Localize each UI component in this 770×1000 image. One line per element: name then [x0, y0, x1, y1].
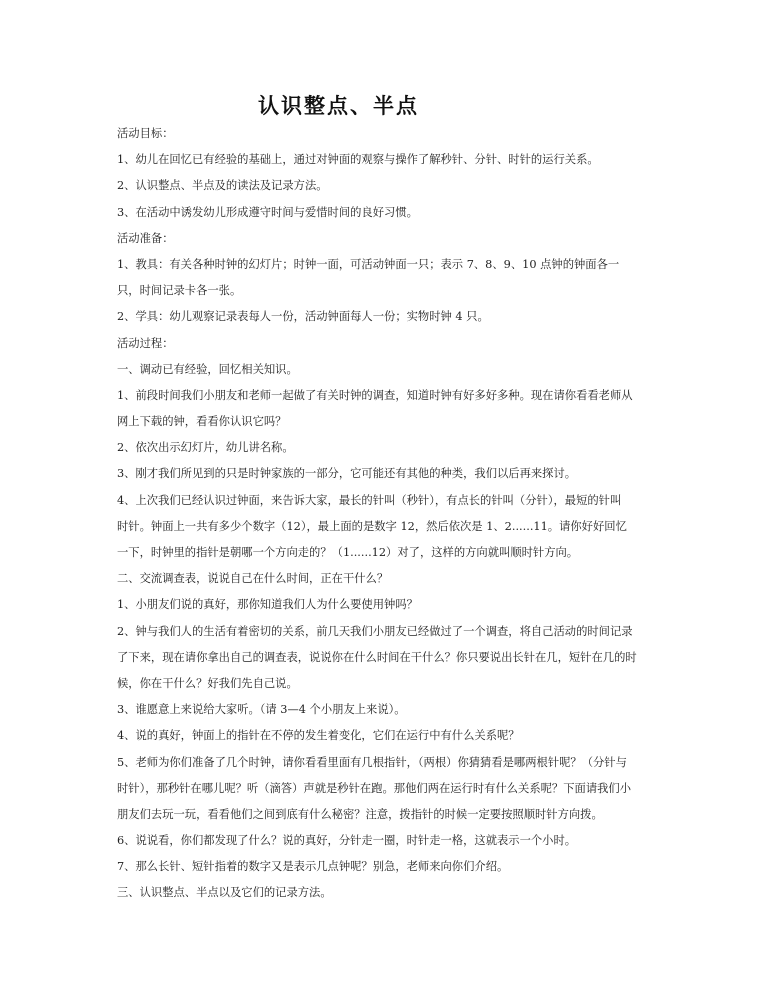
paragraph-line: 2、依次出示幻灯片，幼儿讲名称。: [117, 441, 294, 455]
paragraph-line: 1、前段时间我们小朋友和老师一起做了有关时钟的调查，知道时钟有好多好多种。现在请你看看老师从: [117, 388, 633, 402]
paragraph-line: 了下来，现在请你拿出自己的调查表，说说你在什么时间在干什么？你只要说出长针在几，短针在几的时: [117, 650, 637, 664]
paragraph-line: 时针），那秒针在哪儿呢？听（滴答）声就是秒针在跑。那他们两在运行时有什么关系呢？下面请我们小: [117, 781, 632, 795]
paragraph-line: 1、小朋友们说的真好，那你知道我们人为什么要使用钟吗？: [117, 598, 418, 612]
paragraph-line: 朋友们去玩一玩，看看他们之间到底有什么秘密？注意，拨指针的时候一定要按照顺时针方向拨。: [117, 807, 603, 821]
paragraph-line: 7、那么长针、短针指着的数字又是表示几点钟呢？别急，老师来向你们介绍。: [117, 860, 509, 874]
paragraph-line: 候，你在干什么？好我们先自己说。: [117, 676, 298, 690]
paragraph-line: 2、学具：幼儿观察记录表每人一份，活动钟面每人一份；实物时钟 4 只。: [117, 310, 489, 324]
paragraph-line: 3、在活动中诱发幼儿形成遵守时间与爱惜时间的良好习惯。: [117, 205, 418, 219]
subsection-heading: 三、认识整点、半点以及它们的记录方法。: [117, 886, 332, 900]
paragraph-line: 4、上次我们已经认识过钟面，来告诉大家，最长的针叫（秒针），有点长的针叫（分针），最短的针叫: [117, 493, 622, 507]
section-heading-process: 活动过程：: [117, 336, 174, 350]
paragraph-line: 6、说说看，你们都发现了什么？说的真好，分针走一圈，时针走一格，这就表示一个小时。: [117, 834, 577, 848]
paragraph-line: 只，时间记录卡各一张。: [117, 284, 242, 298]
section-heading-preparation: 活动准备：: [117, 231, 174, 245]
paragraph-line: 1、教具：有关各种时钟的幻灯片；时钟一面，可活动钟面一只；表示 7、8、9、10 点钟的钟面各一: [117, 257, 620, 271]
document-body: [117, 121, 662, 907]
paragraph-line: 网上下载的钟，看看你认识它吗？: [117, 415, 287, 429]
paragraph-line: 4、说的真好，钟面上的指针在不停的发生着变化，它们在运行中有什么关系呢？: [117, 729, 520, 743]
document-title: 认识整点、半点: [258, 93, 419, 118]
paragraph-line: 1、幼儿在回忆已有经验的基础上，通过对钟面的观察与操作了解秒针、分针、时针的运行关系。: [117, 153, 599, 167]
paragraph-line: 2、认识整点、半点及的读法及记录方法。: [117, 179, 328, 193]
section-heading-goals: 活动目标：: [117, 127, 174, 140]
paragraph-line: 3、刚才我们所见到的只是时钟家族的一部分，它可能还有其他的种类，我们以后再来探讨。: [117, 467, 577, 481]
paragraph-line: 一下，时钟里的指针是朝哪一个方向走的？（1......12）对了，这样的方向就叫顺时针方向。: [117, 546, 579, 559]
subsection-heading: 二、交流调查表，说说自己在什么时间，正在干什么？: [117, 572, 389, 586]
paragraph-line: 3、谁愿意上来说给大家听。（请 3—4 个小朋友上来说）。: [117, 703, 406, 717]
paragraph-line: 2、钟与我们人的生活有着密切的关系，前几天我们小朋友已经做过了一个调查，将自己活动的时间记录: [117, 624, 633, 638]
paragraph-line: 5、老师为你们准备了几个时钟，请你看看里面有几根指针，（两根）你猜猜看是哪两根针呢？（分针与: [117, 755, 627, 769]
subsection-heading: 一、调动已有经验，回忆相关知识。: [117, 362, 298, 376]
paragraph-line: 时针。钟面上一共有多少个数字（12），最上面的是数字 12，然后依次是 1、2......11。请你好好回忆: [117, 519, 627, 533]
